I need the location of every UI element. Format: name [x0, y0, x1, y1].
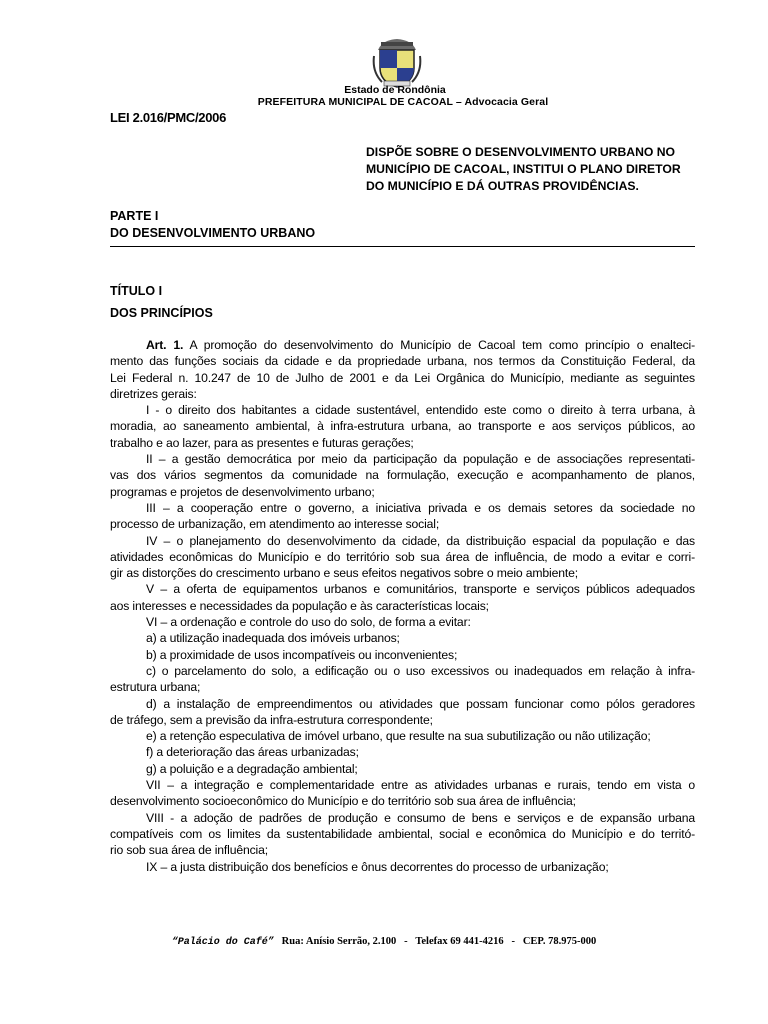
header-state: Estado de Rondônia	[344, 84, 446, 96]
law-number: LEI 2.016/PMC/2006	[110, 110, 226, 125]
title-number: TÍTULO I	[110, 284, 163, 298]
paragraph-line: aos interesses e necessidades da população e às características locais;	[110, 598, 489, 613]
paragraph-line: rio sob sua área de influência;	[110, 843, 268, 858]
paragraph-line: VIII - a adoção de padrões de produção e consumo de bens e serviços e de expansão urbana	[146, 810, 695, 825]
paragraph-line: d) a instalação de empreendimentos ou atividades que possam funcionar como pólos geradores	[146, 696, 695, 711]
paragraph-line: Lei Federal n. 10.247 de 10 de Julho de 2001 e da Lei Orgânica do Município, mediante as seguintes	[110, 370, 695, 385]
page-footer	[0, 936, 768, 948]
ementa-line: DO MUNICÍPIO E DÁ OUTRAS PROVIDÊNCIAS.	[366, 179, 639, 193]
paragraph-line: II – a gestão democrática por meio da participação da população e de associações representati-	[146, 452, 695, 467]
paragraph-line: gir as distorções do crescimento urbano e seus efeitos negativos sobre o meio ambiente;	[110, 566, 578, 581]
part-number: PARTE I	[110, 209, 159, 223]
part-name: DO DESENVOLVIMENTO URBANO	[110, 226, 316, 240]
paragraph-line: III – a cooperação entre o governo, a iniciativa privada e os demais setores da sociedade no	[146, 500, 695, 515]
paragraph-line: moradia, ao saneamento ambiental, à infra-estrutura urbana, ao transporte e aos serviços públicos, ao	[110, 419, 695, 434]
paragraph-line: V – a oferta de equipamentos urbanos e comunitários, transporte e serviços públicos adequados	[146, 582, 695, 597]
paragraph-line: diretrizes gerais:	[110, 386, 197, 401]
paragraph-line: processo de urbanização, em atendimento ao interesse social;	[110, 517, 440, 532]
paragraph-line: f) a deterioração das áreas urbanizadas;	[146, 745, 359, 760]
paragraph-line: desenvolvimento socioeconômico do Município e do território sob sua área de influência;	[110, 794, 576, 809]
title-heading	[110, 280, 213, 324]
article-body	[110, 337, 695, 875]
paragraph-line: atividades econômicas do Município e do território sob sua área de influência, de modo a evitar e corri-	[110, 549, 695, 564]
title-name: DOS PRINCÍPIOS	[110, 306, 213, 320]
paragraph-line: e) a retenção especulativa de imóvel urbano, que resulte na sua subutilização ou não utilização;	[146, 729, 651, 744]
paragraph-line: b) a proximidade de usos incompatíveis ou inconvenientes;	[146, 647, 458, 662]
header-prefecture: PREFEITURA MUNICIPAL DE CACOAL – Advocacia Geral	[257, 96, 549, 108]
paragraph-line: programas e projetos de desenvolvimento urbano;	[110, 484, 375, 499]
article-label: Art. 1.	[146, 338, 184, 352]
paragraph-line: IX – a justa distribuição dos benefícios e ônus decorrentes do processo de urbanização;	[146, 859, 609, 874]
paragraph-line: Art. 1. A promoção do desenvolvimento do Município de Cacoal tem como princípio o enalteci-	[146, 338, 695, 352]
ementa	[366, 144, 706, 195]
paragraph-line: g) a poluição e a degradação ambiental;	[146, 761, 358, 776]
paragraph-line: mento das funções sociais da cidade e da propriedade urbana, nos termos da Constituição Federal, da	[110, 354, 695, 369]
municipal-coat-of-arms-icon	[372, 36, 422, 90]
paragraph-line: VI – a ordenação e controle do uso do solo, de forma a evitar:	[146, 615, 471, 630]
ementa-line: MUNICÍPIO DE CACOAL, INSTITUI O PLANO DIRETOR	[366, 162, 681, 176]
paragraph-line: I - o direito dos habitantes a cidade sustentável, entendido este como o direito à terra urbana, à	[146, 403, 695, 418]
paragraph-line: VII – a integração e complementaridade entre as atividades urbanas e rurais, tendo em vista o	[146, 778, 695, 793]
paragraph-line: trabalho e ao lazer, para as presentes e futuras gerações;	[110, 435, 414, 450]
footer-palace: “Palácio do Café”	[171, 937, 274, 948]
part-heading	[110, 208, 315, 242]
paragraph-line: vas dos vários segmentos da comunidade na formulação, execução e acompanhamento de planos,	[110, 468, 695, 483]
paragraph-line: a) a utilização inadequada dos imóveis urbanos;	[146, 631, 400, 646]
paragraph-line: compatíveis com os limites da sustentabilidade ambiental, social e econômica do Município e do territó-	[110, 826, 695, 841]
paragraph-line: IV – o planejamento do desenvolvimento da cidade, da distribuição espacial da população e das	[146, 533, 695, 548]
ementa-line: DISPÕE SOBRE O DESENVOLVIMENTO URBANO NO	[366, 145, 676, 159]
paragraph-line: estrutura urbana;	[110, 680, 201, 695]
footer-address: Rua: Anísio Serrão, 2.100 - Telefax 69 441-4216 - CEP. 78.975-000	[281, 936, 597, 947]
paragraph-line: c) o parcelamento do solo, a edificação ou o uso excessivos ou inadequados em relação à infra-	[146, 663, 695, 678]
divider	[110, 246, 695, 247]
paragraph-line: de tráfego, sem a previsão da infra-estrutura correspondente;	[110, 712, 433, 727]
